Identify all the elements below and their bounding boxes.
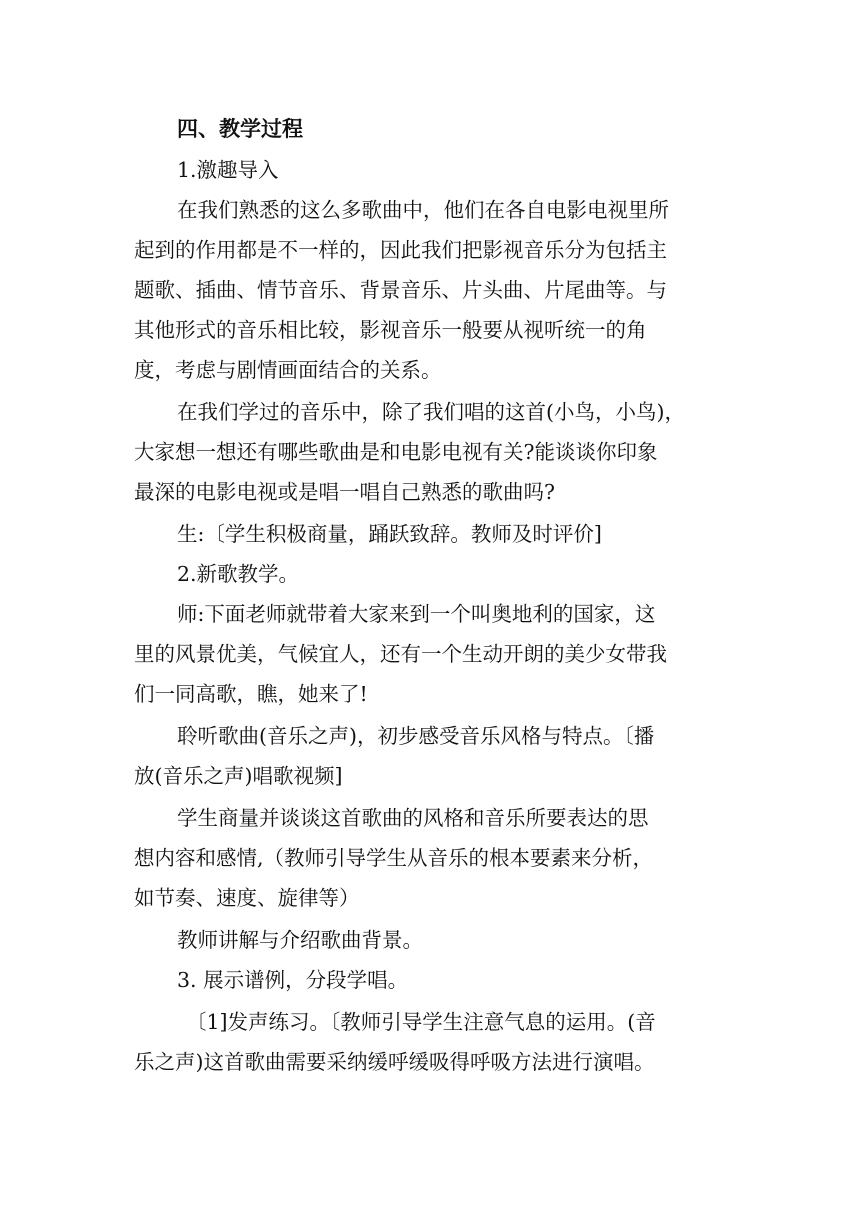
text-line: 放(音乐之声)唱歌视频]	[134, 764, 343, 788]
text-line: 师:下面老师就带着大家来到一个叫奥地利的国家，这	[177, 602, 656, 626]
text-line: 乐之声)这首歌曲需要采纳缓呼缓吸得呼吸方法进行演唱。	[134, 1050, 655, 1074]
text-line: 3. 展示谱例，分段学唱。	[177, 968, 409, 992]
text-line: 们一同高歌，瞧，她来了!	[134, 682, 368, 706]
text-line: 聆听歌曲(音乐之声)，初步感受音乐风格与特点。〔播	[177, 724, 655, 748]
text-line: 其他形式的音乐相比较，影视音乐一般要从视听统一的角	[134, 318, 647, 342]
text-line: 度，考虑与剧情画面结合的关系。	[134, 358, 442, 382]
text-line: 在我们学过的音乐中，除了我们唱的这首(小鸟，小鸟)，	[177, 400, 685, 424]
text-line: 教师讲解与介绍歌曲背景。	[177, 928, 423, 952]
section-heading: 四、教学过程	[177, 117, 303, 141]
text-line: 如节奏、速度、旋律等）	[134, 886, 360, 910]
text-line: 在我们熟悉的这么多歌曲中，他们在各自电影电视里所	[177, 198, 669, 222]
text-line: 起到的作用都是不一样的，因此我们把影视音乐分为包括主	[134, 238, 667, 262]
text-line: 2.新歌教学。	[177, 562, 300, 586]
text-line: 里的风景优美，气候宜人，还有一个生动开朗的美少女带我	[134, 642, 667, 666]
text-line: 题歌、插曲、情节音乐、背景音乐、片头曲、片尾曲等。与	[134, 278, 667, 302]
text-line: 〔1]发声练习。〔教师引导学生注意气息的运用。(音	[186, 1010, 656, 1034]
text-line: 想内容和感情,（教师引导学生从音乐的根本要素来分析，	[134, 846, 654, 870]
text-line: 最深的电影电视或是唱一唱自己熟悉的歌曲吗?	[134, 480, 555, 504]
text-line: 大家想一想还有哪些歌曲是和电影电视有关?能谈谈你印象	[134, 440, 658, 464]
text-line: 生:〔学生积极商量，踊跃致辞。教师及时评价]	[177, 522, 602, 546]
text-line: 学生商量并谈谈这首歌曲的风格和音乐所要表达的思	[177, 806, 649, 830]
text-line: 1.激趣导入	[177, 158, 279, 182]
